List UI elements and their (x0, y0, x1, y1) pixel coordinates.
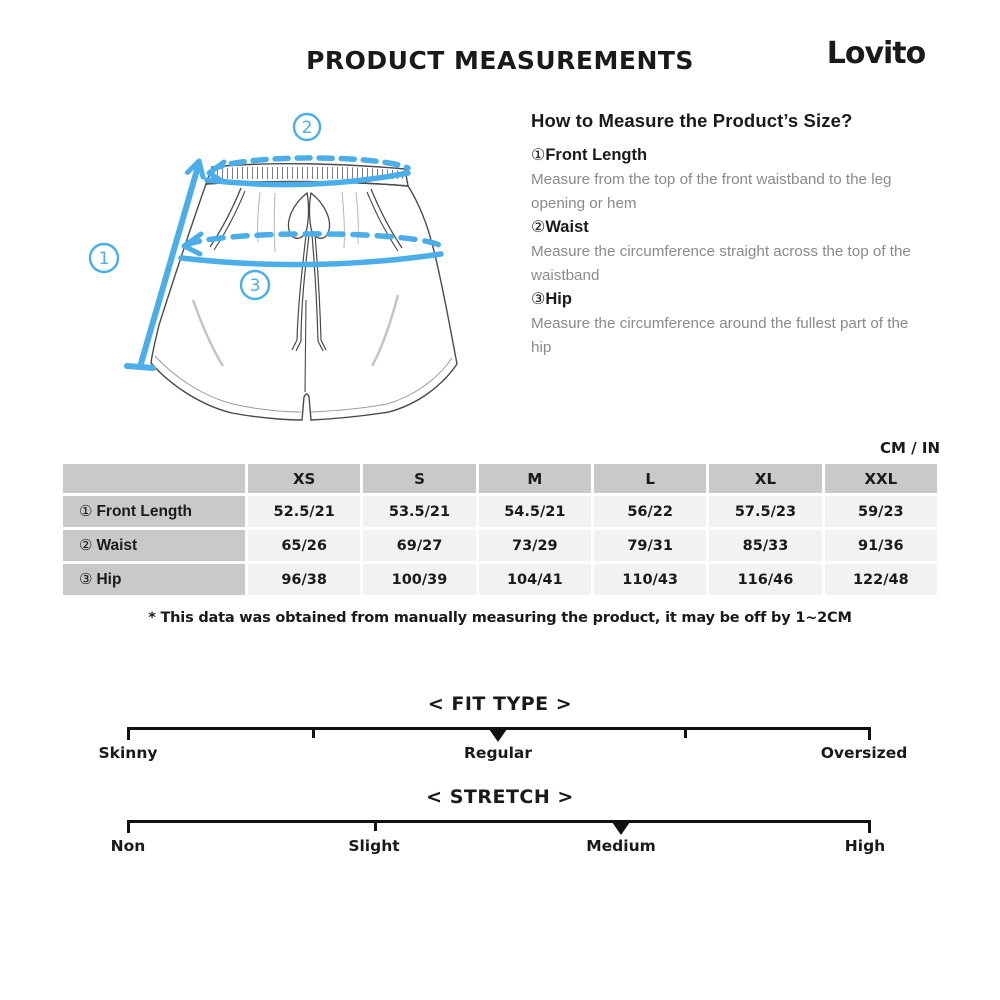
stretch-marker (612, 822, 630, 835)
table-row-hip (63, 564, 937, 595)
table-cell: 69/27 (363, 530, 475, 561)
row-label (63, 564, 245, 595)
axis-tick (684, 727, 687, 738)
guide-item-description: Measure the circumference straight across the top of the waistband (531, 243, 911, 284)
table-cell: 65/26 (248, 530, 360, 561)
guide-item-front-length (531, 143, 927, 215)
guide-item-label: Waist (545, 218, 589, 236)
column-header-xs: XS (248, 464, 360, 493)
column-header-m: M (479, 464, 591, 493)
shorts-measurement-diagram (60, 100, 520, 440)
guide-item-title (531, 215, 927, 240)
guide-item-description: Measure from the top of the front waistband to the leg opening or hem (531, 171, 892, 212)
guide-item-description: Measure the circumference around the fullest part of the hip (531, 315, 909, 356)
circled-number: ③ (531, 291, 546, 308)
axis-tick (127, 727, 130, 740)
row-label (63, 496, 245, 527)
guide-item-title (531, 287, 927, 312)
table-cell: 73/29 (479, 530, 591, 561)
column-header-xl: XL (709, 464, 821, 493)
column-header-l: L (594, 464, 706, 493)
callout-2: 2 (301, 118, 313, 138)
measurement-disclaimer: * This data was obtained from manually measuring the product, it may be off by 1~2CM (148, 610, 852, 626)
stretch-label-slight: Slight (348, 837, 400, 855)
stretch-scale (0, 786, 1000, 864)
how-to-measure-panel (531, 110, 927, 359)
axis-tick (312, 727, 315, 738)
circled-number: ② (531, 219, 546, 236)
fit-type-scale (0, 693, 1000, 771)
page-title: PRODUCT MEASUREMENTS (306, 46, 694, 75)
axis-tick (374, 820, 377, 831)
size-table (60, 461, 940, 598)
shorts-outline (151, 164, 457, 420)
table-row-front-length (63, 496, 937, 527)
fit-type-label-oversized: Oversized (820, 744, 908, 762)
row-label-text: Hip (96, 571, 122, 588)
stretch-label-medium: Medium (586, 837, 656, 855)
table-cell: 79/31 (594, 530, 706, 561)
circled-number: ① (79, 503, 93, 520)
table-cell: 110/43 (594, 564, 706, 595)
callout-3: 3 (249, 276, 261, 296)
table-cell: 122/48 (825, 564, 937, 595)
table-cell: 104/41 (479, 564, 591, 595)
size-table-header-row (63, 464, 937, 493)
column-header-s: S (363, 464, 475, 493)
guide-item-label: Hip (545, 290, 572, 308)
column-header-xxl: XXL (825, 464, 937, 493)
table-cell: 96/38 (248, 564, 360, 595)
table-cell: 85/33 (709, 530, 821, 561)
circled-number: ① (531, 147, 546, 164)
stretch-label-non: Non (110, 837, 146, 855)
stretch-title: < STRETCH > (426, 786, 574, 808)
callout-1: 1 (98, 249, 110, 269)
circled-number: ③ (79, 571, 93, 588)
table-cell: 91/36 (825, 530, 937, 561)
fit-type-marker (489, 729, 507, 742)
brand-logo: Lovito (826, 36, 926, 71)
table-cell: 52.5/21 (248, 496, 360, 527)
table-cell: 116/46 (709, 564, 821, 595)
fit-type-title: < FIT TYPE > (427, 693, 573, 715)
fit-type-label-regular: Regular (464, 744, 532, 762)
units-label: CM / IN (880, 439, 940, 457)
row-label-text: Waist (96, 537, 138, 554)
table-cell: 59/23 (825, 496, 937, 527)
stretch-axis (127, 820, 870, 823)
axis-tick (868, 727, 871, 740)
table-cell: 54.5/21 (479, 496, 591, 527)
table-cell: 53.5/21 (363, 496, 475, 527)
table-cell: 57.5/23 (709, 496, 821, 527)
guide-item-title (531, 143, 927, 168)
guide-item-label: Front Length (545, 146, 648, 164)
guide-item-hip (531, 287, 927, 359)
stretch-label-high: High (844, 837, 886, 855)
guide-item-waist (531, 215, 927, 287)
row-label-text: Front Length (96, 503, 193, 520)
row-label (63, 530, 245, 561)
circled-number: ② (79, 537, 93, 554)
guide-heading: How to Measure the Product’s Size? (531, 110, 853, 131)
size-table-corner-cell (63, 464, 245, 493)
fit-type-label-skinny: Skinny (98, 744, 158, 762)
axis-tick (127, 820, 130, 833)
table-cell: 100/39 (363, 564, 475, 595)
table-row-waist (63, 530, 937, 561)
axis-tick (868, 820, 871, 833)
table-cell: 56/22 (594, 496, 706, 527)
